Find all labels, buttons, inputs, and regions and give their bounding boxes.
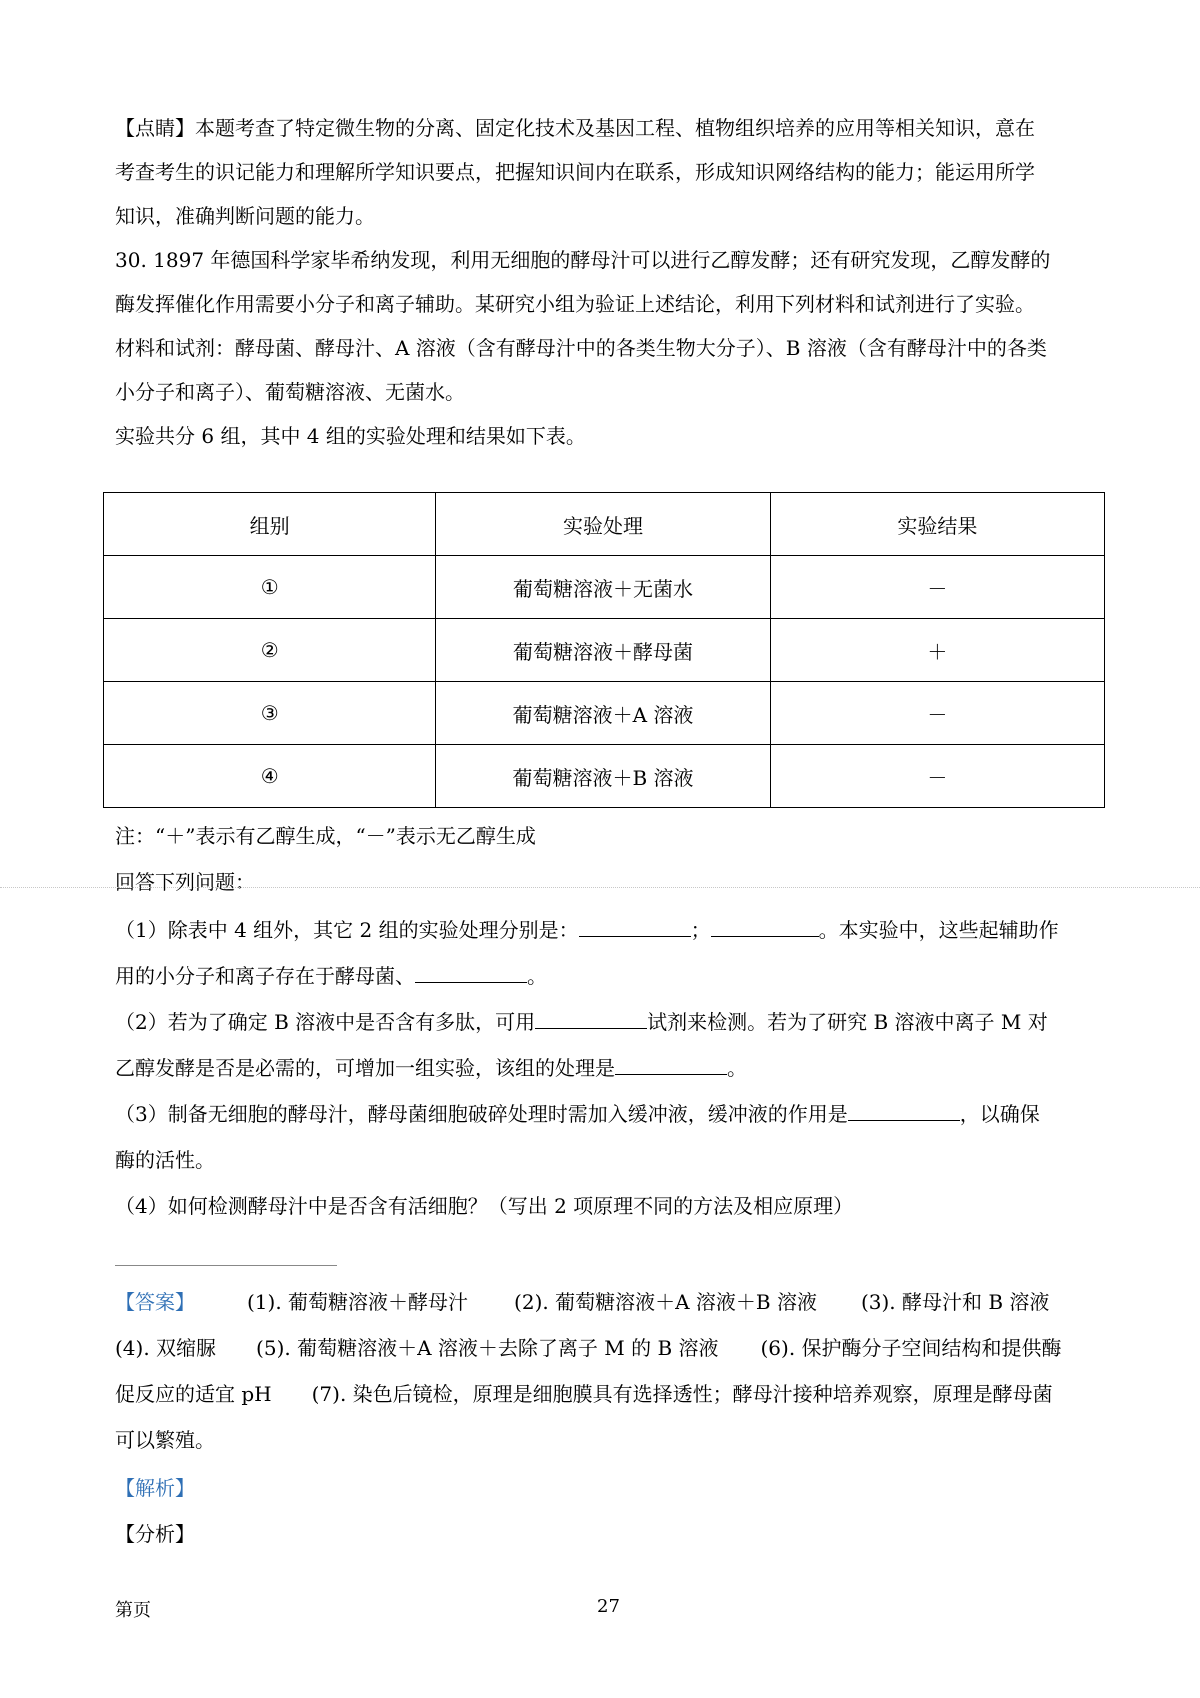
q2-text-a: （2）若为了确定 B 溶液中是否含有多肽，可用 [115,1010,536,1034]
table-cell-treatment: 葡萄糖溶液＋无菌水 [436,556,770,619]
answer-item-7a: (7). 染色后镜检，原理是细胞膜具有选择透性；酵母汁接种培养观察，原理是酵母菌 [311,1382,1053,1406]
table-cell-treatment: 葡萄糖溶液＋酵母菌 [436,619,770,682]
q2-text-c: 乙醇发酵是否是必需的，可增加一组实验，该组的处理是 [115,1056,615,1080]
table-cell-treatment: 葡萄糖溶液＋B 溶液 [436,745,770,808]
table-cell-result: － [770,745,1104,808]
commentary-line-2: 考查考生的识记能力和理解所学知识要点，把握知识间内在联系，形成知识网络结构的能力；能运用所学 [115,160,1035,184]
commentary-line-3: 知识，准确判断问题的能力。 [115,204,375,228]
subquestion-3-line-2: 酶的活性。 [115,1148,215,1172]
answer-item-4: (4). 双缩脲 [115,1336,217,1360]
fenxi-tag: 【分析】 [115,1522,195,1546]
answer-tag: 【答案】 [115,1290,195,1314]
subquestion-3-line-1 [115,1102,1105,1126]
q1-text-c: 。本实验中，这些起辅助作 [818,918,1059,942]
answer-blank[interactable] [848,1102,960,1121]
experiment-table [103,492,1105,808]
subquestion-2-line-1 [115,1010,1105,1034]
subquestion-1-line-2 [115,964,1105,988]
answer-item-1: (1). 葡萄糖溶液＋酵母汁 [247,1290,469,1314]
q2-text-b: 试剂来检测。若为了研究 B 溶液中离子 M 对 [647,1010,1048,1034]
table-row [104,619,1105,682]
table-cell-group: ① [104,556,436,619]
footer-page-label: 第页 [115,1600,151,1621]
page-divider [0,887,1200,888]
subquestion-4: （4）如何检测酵母汁中是否含有活细胞？（写出 2 项原理不同的方法及相应原理） [115,1194,854,1218]
answer-item-5: (5). 葡萄糖溶液＋A 溶液＋去除了离子 M 的 B 溶液 [256,1336,719,1360]
q3-text-b: ，以确保 [959,1102,1040,1126]
question-line-3: 材料和试剂：酵母菌、酵母汁、A 溶液（含有酵母汁中的各类生物大分子）、B 溶液（含有酵母汁中的各类 [115,336,1047,360]
table-row [104,745,1105,808]
answer-item-6a: (6). 保护酶分子空间结构和提供酶 [760,1336,1062,1360]
question-line-5: 实验共分 6 组，其中 4 组的实验处理和结果如下表。 [115,424,586,448]
subquestion-2-line-2 [115,1056,1105,1080]
q1-text-d: 用的小分子和离子存在于酵母菌、 [115,964,415,988]
answer-line-4: 可以繁殖。 [115,1428,215,1452]
answer-item-3: (3). 酵母汁和 B 溶液 [860,1290,1050,1314]
q1-text-b: ； [690,918,711,942]
table-row [104,556,1105,619]
answer-blank[interactable] [579,918,691,937]
question-line-1: 30. 1897 年德国科学家毕希纳发现，利用无细胞的酵母汁可以进行乙醇发酵；还有研究发现，乙醇发酵的 [115,248,1051,272]
question-line-2: 酶发挥催化作用需要小分子和离子辅助。某研究小组为验证上述结论，利用下列材料和试剂进行了实验。 [115,292,1035,316]
separator-rule [115,1265,337,1266]
answer-blank[interactable] [415,964,527,983]
table-cell-treatment: 葡萄糖溶液＋A 溶液 [436,682,770,745]
table-note: 注：“＋”表示有乙醇生成，“－”表示无乙醇生成 [115,824,536,848]
answer-line-1 [115,1290,1105,1314]
table-cell-group: ② [104,619,436,682]
table-cell-result: － [770,556,1104,619]
question-line-4: 小分子和离子）、葡萄糖溶液、无菌水。 [115,380,465,404]
answer-line-2 [115,1336,1105,1360]
table-cell-group: ④ [104,745,436,808]
answer-prompt: 回答下列问题： [115,870,255,894]
answer-item-2: (2). 葡萄糖溶液＋A 溶液＋B 溶液 [514,1290,817,1314]
table-row [104,682,1105,745]
answer-item-6b: 促反应的适宜 pH [115,1382,272,1406]
answer-line-3 [115,1382,1105,1406]
answer-blank[interactable] [615,1056,727,1075]
answer-blank[interactable] [711,918,819,937]
table-header-row [104,493,1105,556]
analysis-tag: 【解析】 [115,1476,195,1500]
table-header-result: 实验结果 [770,493,1104,556]
table-cell-group: ③ [104,682,436,745]
table-cell-result: － [770,682,1104,745]
table-header-group: 组别 [104,493,436,556]
commentary-line-1: 【点睛】本题考查了特定微生物的分离、固定化技术及基因工程、植物组织培养的应用等相关知识，意在 [115,116,1035,140]
table-cell-result: ＋ [770,619,1104,682]
q2-text-d: 。 [727,1056,747,1080]
footer-page-number: 27 [597,1596,620,1617]
q1-text-a: （1）除表中 4 组外，其它 2 组的实验处理分别是： [115,918,579,942]
subquestion-1-line-1 [115,918,1105,942]
q1-text-e: 。 [527,964,547,988]
table-header-treatment: 实验处理 [436,493,770,556]
answer-blank[interactable] [535,1010,647,1029]
q3-text-a: （3）制备无细胞的酵母汁，酵母菌细胞破碎处理时需加入缓冲液，缓冲液的作用是 [115,1102,848,1126]
